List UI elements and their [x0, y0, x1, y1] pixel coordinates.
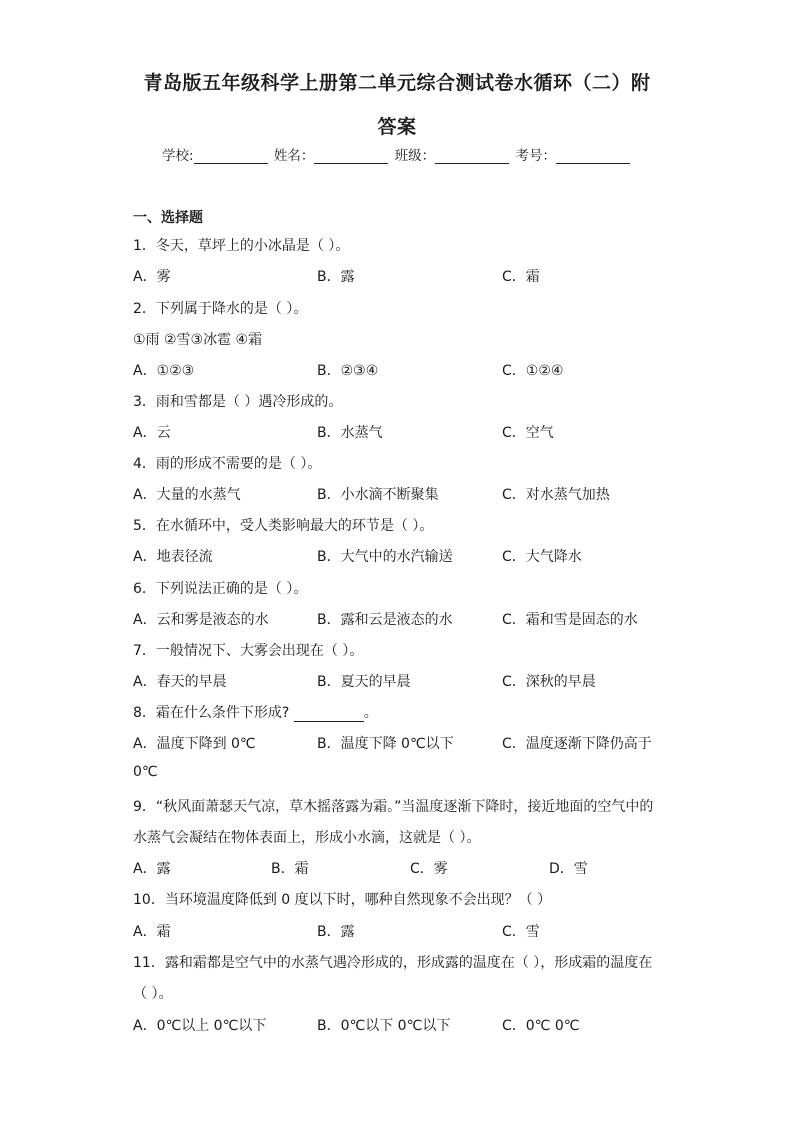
name-label: 姓名：	[273, 148, 315, 164]
q8-option-c: C．温度逐渐下降仍高于	[502, 736, 652, 752]
q9-option-c: C．雾	[410, 861, 448, 877]
name-blank	[314, 149, 388, 164]
question-11: 11．露和霜都是空气中的水蒸气遇冷形成的，形成露的温度在（ ），形成霜的温度在	[133, 955, 653, 971]
q10-option-c: C．雪	[502, 924, 540, 940]
school-label: 学校:	[162, 148, 194, 164]
question-4: 4．雨的形成不需要的是（ ）。	[133, 456, 322, 472]
question-6: 6．下列说法正确的是（ ）。	[133, 581, 308, 597]
q8-answer-blank	[294, 707, 364, 722]
page-title: 青岛版五年级科学上册第二单元综合测试卷水循环（二）附	[143, 72, 651, 94]
question-5: 5．在水循环中，受人类影响最大的环节是（ ）。	[133, 518, 434, 534]
question-11-continued: （ ）。	[133, 986, 173, 1002]
q5-option-a: A．地表径流	[133, 549, 213, 565]
question-8	[133, 702, 378, 722]
q10-option-b: B．露	[317, 924, 355, 940]
q11-option-c: C．0℃ 0℃	[502, 1018, 580, 1034]
page-title-continued: 答案	[377, 116, 417, 138]
q4-option-b: B．小水滴不断聚集	[317, 487, 439, 503]
q8-text: 8．霜在什么条件下形成?	[133, 705, 290, 721]
q6-option-b: B．露和云是液态的水	[317, 612, 453, 628]
q3-option-b: B．水蒸气	[317, 425, 383, 441]
question-2: 2．下列属于降水的是（ ）。	[133, 301, 308, 317]
q4-option-c: C．对水蒸气加热	[502, 487, 610, 503]
q6-option-c: C．霜和雪是固态的水	[502, 612, 638, 628]
number-label: 考号：	[515, 148, 556, 164]
number-blank	[556, 149, 630, 164]
q8-option-b: B．温度下降 0℃以下	[317, 736, 454, 752]
class-label: 班级：	[394, 148, 436, 164]
q7-option-b: B．夏天的早晨	[317, 674, 411, 690]
q9-option-d: D．雪	[549, 861, 588, 877]
q11-option-b: B．0℃以下 0℃以下	[317, 1018, 451, 1034]
class-blank	[435, 149, 509, 164]
q8-text-end: 。	[363, 705, 378, 721]
q5-option-b: B．大气中的水汽输送	[317, 549, 453, 565]
q9-option-a: A．露	[133, 861, 171, 877]
student-info-row	[0, 144, 794, 164]
question-3: 3．雨和雪都是（ ）遇冷形成的。	[133, 394, 343, 410]
q7-option-a: A．春天的早晨	[133, 674, 227, 690]
q2-option-b: B．②③④	[317, 363, 379, 379]
q7-option-c: C．深秋的早晨	[502, 674, 596, 690]
q3-option-a: A．云	[133, 425, 171, 441]
q8-option-c-continued: 0℃	[133, 764, 158, 780]
school-blank	[194, 149, 268, 164]
question-1: 1．冬天，草坪上的小冰晶是（ ）。	[133, 238, 350, 254]
question-9: 9．“秋风面萧瑟天气凉，草木摇落露为霜。”当温度逐渐下降时，接近地面的空气中的	[133, 799, 654, 815]
q2-option-a: A．①②③	[133, 363, 195, 379]
q10-option-a: A．霜	[133, 924, 171, 940]
q2-items: ①雨 ②雪③冰雹 ④霜	[133, 332, 263, 348]
question-10: 10．当环境温度降低到 0 度以下时，哪种自然现象不会出现？（ ）	[133, 892, 552, 908]
question-7: 7．一般情况下、大雾会出现在（ ）。	[133, 643, 364, 659]
q2-option-c: C．①②④	[502, 363, 564, 379]
q1-option-b: B．露	[317, 269, 355, 285]
q4-option-a: A．大量的水蒸气	[133, 487, 241, 503]
question-9-continued: 水蒸气会凝结在物体表面上，形成小水滴，这就是（ ）。	[133, 830, 481, 846]
q1-option-c: C．霜	[502, 269, 540, 285]
q1-option-a: A．雾	[133, 269, 171, 285]
q3-option-c: C．空气	[502, 425, 554, 441]
q11-option-a: A．0℃以上 0℃以下	[133, 1018, 267, 1034]
q6-option-a: A．云和雾是液态的水	[133, 612, 269, 628]
q9-option-b: B．霜	[271, 861, 309, 877]
section-title: 一、选择题	[133, 210, 203, 226]
q5-option-c: C．大气降水	[502, 549, 582, 565]
q8-option-a: A．温度下降到 0℃	[133, 736, 256, 752]
